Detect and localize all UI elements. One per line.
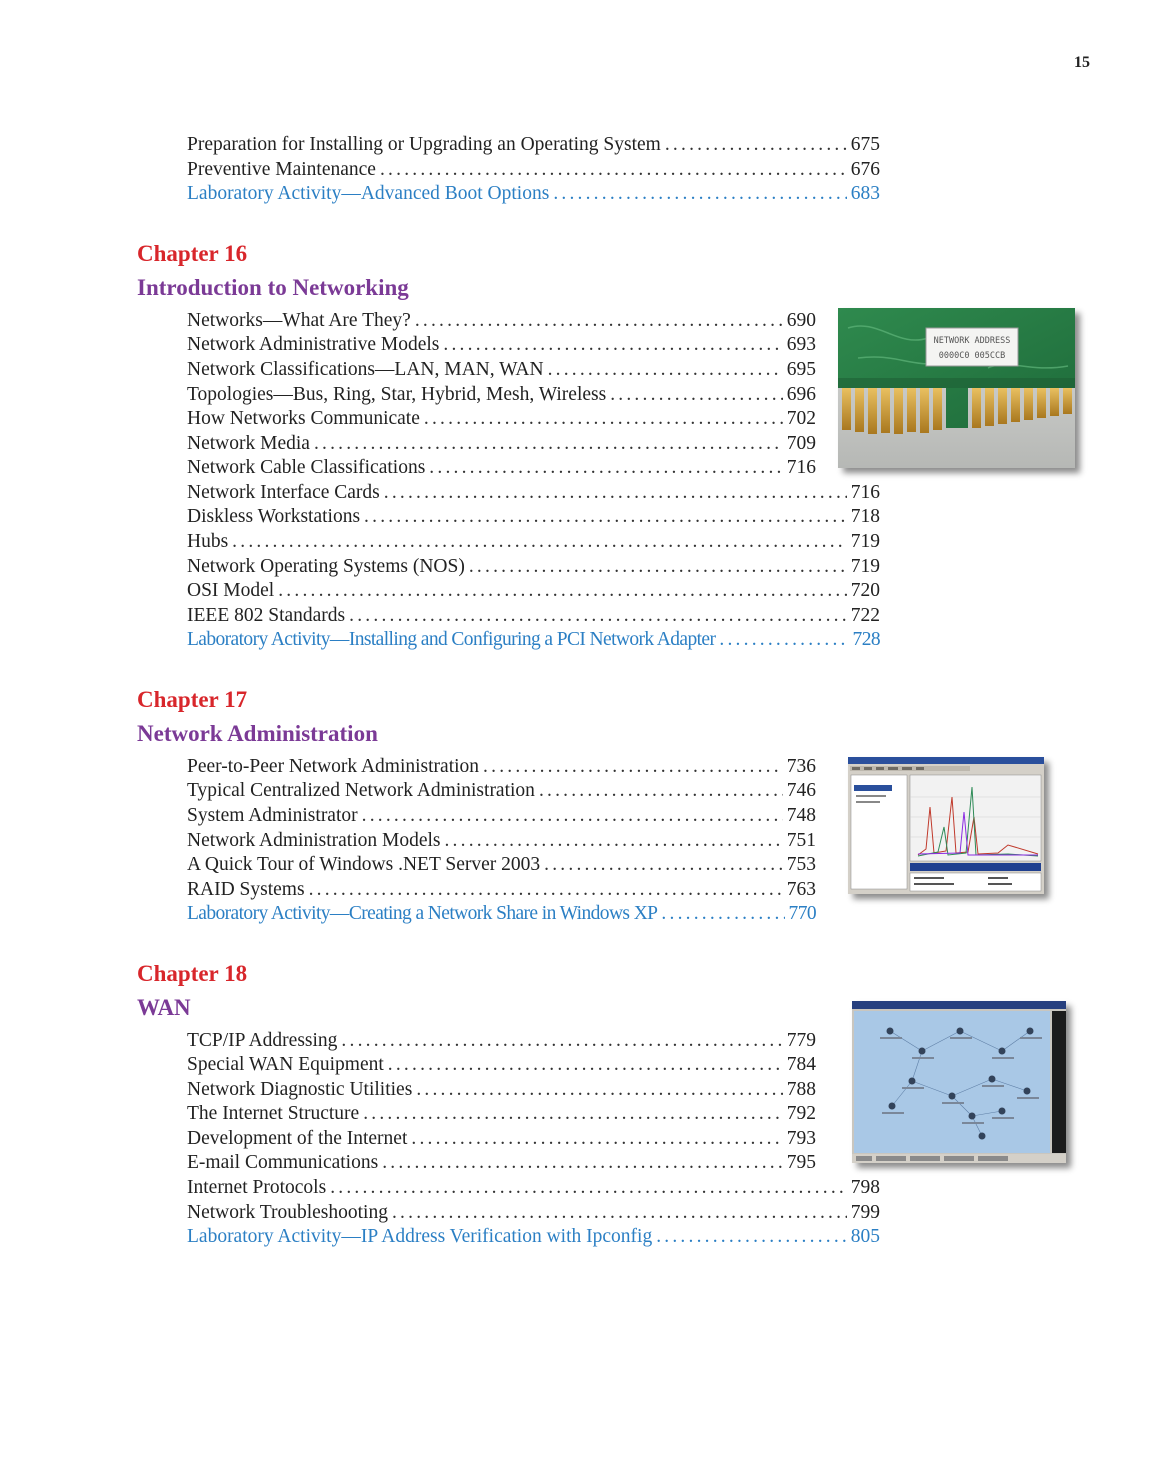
toc-entry-title: Networks—What Are They? [187, 309, 415, 333]
toc-entry-page: 720 [850, 580, 880, 601]
toc-entry-title: Laboratory Activity—Creating a Network Share in Windows XP [187, 902, 661, 926]
toc-entry-page: 702 [786, 408, 816, 429]
toc-entry[interactable] [187, 1151, 816, 1175]
svg-text:0000C0 005CCB: 0000C0 005CCB [938, 351, 1006, 361]
toc-entry-title: Peer-to-Peer Network Administration [187, 755, 483, 779]
toc-entry-title: Hubs [187, 530, 232, 554]
toc-entry[interactable] [187, 1029, 816, 1053]
toc-entry[interactable] [187, 1176, 880, 1200]
leader-dots [364, 505, 847, 529]
toc-entry-title: A Quick Tour of Windows .NET Server 2003 [187, 853, 544, 877]
toc-entry-title: Laboratory Activity—IP Address Verification with Ipconfig [187, 1225, 656, 1249]
leader-dots [416, 1078, 782, 1102]
toc-entry-title: Development of the Internet [187, 1127, 411, 1151]
leader-dots [544, 853, 783, 877]
chapter-number: Chapter 18 [137, 961, 248, 986]
leader-dots [411, 1127, 782, 1151]
toc-entry-title: OSI Model [187, 579, 278, 603]
toc-entry-title: Laboratory Activity—Installing and Configuring a PCI Network Adapter [187, 628, 719, 652]
toc-entry-title: Typical Centralized Network Administration [187, 779, 539, 803]
toc-entry-page: 784 [786, 1054, 816, 1075]
chapter-number: Chapter 16 [137, 241, 248, 266]
toc-entry-page: 693 [786, 334, 816, 355]
toc-entry[interactable] [187, 829, 816, 853]
chapter-number: Chapter 17 [137, 687, 248, 712]
toc-entry[interactable] [187, 407, 816, 431]
toc-entry-title: Network Interface Cards [187, 481, 384, 505]
toc-entry[interactable] [187, 309, 816, 333]
toc-entry-title: The Internet Structure [187, 1102, 363, 1126]
toc-entry-title: Topologies—Bus, Ring, Star, Hybrid, Mesh, Wireless [187, 383, 610, 407]
toc-entry-title: Network Administrative Models [187, 333, 443, 357]
toc-entry[interactable] [187, 1102, 816, 1126]
toc-entry-title: RAID Systems [187, 878, 309, 902]
toc-entry-page: 746 [786, 780, 816, 801]
leader-dots [309, 878, 783, 902]
toc-entry-page: 696 [786, 384, 816, 405]
toc-entry-page: 736 [786, 756, 816, 777]
toc-entry[interactable] [187, 1127, 816, 1151]
leader-dots [380, 158, 847, 182]
toc-entry-page: 728 [852, 629, 880, 650]
toc-entry-page: 690 [786, 310, 816, 331]
toc-entry-title: IEEE 802 Standards [187, 604, 349, 628]
leader-dots [363, 1102, 783, 1126]
leader-dots [424, 407, 783, 431]
leader-dots [341, 1029, 782, 1053]
toc-entry[interactable] [187, 755, 816, 779]
toc-entry[interactable] [187, 1053, 816, 1077]
toc-entry-page: 716 [850, 482, 880, 503]
toc-entry-page: 716 [786, 457, 816, 478]
toc-entry-page: 795 [786, 1152, 816, 1173]
leader-dots [429, 456, 782, 480]
toc-entry-title: Preparation for Installing or Upgrading an Operating System [187, 133, 665, 157]
toc-entry-page: 719 [850, 531, 880, 552]
leader-dots [553, 182, 846, 206]
toc-entry-title: TCP/IP Addressing [187, 1029, 341, 1053]
svg-text:NETWORK ADDRESS: NETWORK ADDRESS [933, 336, 1011, 346]
lab-activity-entry[interactable] [187, 628, 880, 652]
toc-entry[interactable] [187, 456, 816, 480]
leader-dots [382, 1151, 783, 1175]
toc-entry[interactable] [187, 878, 816, 902]
toc-entry-title: Network Cable Classifications [187, 456, 429, 480]
toc-entry[interactable] [187, 530, 880, 554]
leader-dots [349, 604, 847, 628]
toc-entry-page: 683 [850, 183, 880, 204]
toc-entry-page: 788 [786, 1079, 816, 1100]
leader-dots [548, 358, 783, 382]
leader-dots [384, 481, 847, 505]
toc-entry-page: 753 [786, 854, 816, 875]
leader-dots [665, 133, 847, 157]
toc-entry-page: 799 [850, 1202, 880, 1223]
toc-entry-page: 763 [786, 879, 816, 900]
toc-entry[interactable] [187, 853, 816, 877]
page-number: 15 [1074, 54, 1090, 71]
toc-entry-page: 718 [850, 506, 880, 527]
leader-dots [719, 628, 848, 652]
lab-activity-entry[interactable] [187, 902, 816, 926]
toc-entry-page: 770 [788, 903, 816, 924]
toc-entry[interactable] [187, 358, 816, 382]
toc-entry-title: Special WAN Equipment [187, 1053, 388, 1077]
toc-entry-title: How Networks Communicate [187, 407, 424, 431]
leader-dots [330, 1176, 847, 1200]
leader-dots [232, 530, 847, 554]
toc-entry[interactable] [187, 383, 816, 407]
toc-entry[interactable] [187, 133, 880, 157]
toc-entry-title: Network Media [187, 432, 314, 456]
leader-dots [539, 779, 783, 803]
toc-entry-title: E-mail Communications [187, 1151, 382, 1175]
leader-dots [444, 829, 782, 853]
leader-dots [656, 1225, 847, 1249]
toc-entry-title: Network Classifications—LAN, MAN, WAN [187, 358, 548, 382]
wan-topology-screenshot [852, 1001, 1066, 1163]
toc-entry[interactable] [187, 505, 880, 529]
toc-entry-page: 676 [850, 159, 880, 180]
toc-entry-page: 751 [786, 830, 816, 851]
toc-entry-page: 779 [786, 1030, 816, 1051]
leader-dots [392, 1201, 847, 1225]
toc-entry-title: Network Operating Systems (NOS) [187, 555, 469, 579]
leader-dots [469, 555, 847, 579]
leader-dots [483, 755, 783, 779]
toc-entry-page: 719 [850, 556, 880, 577]
leader-dots [610, 383, 783, 407]
toc-entry[interactable] [187, 1201, 880, 1225]
leader-dots [661, 902, 784, 926]
toc-entry-page: 709 [786, 433, 816, 454]
toc-entry-title: Diskless Workstations [187, 505, 364, 529]
toc-entry-title: Network Diagnostic Utilities [187, 1078, 416, 1102]
toc-entry[interactable] [187, 1078, 816, 1102]
lab-activity-entry[interactable] [187, 1225, 880, 1249]
toc-entry-page: 798 [850, 1177, 880, 1198]
chapter-title[interactable]: WAN [137, 995, 191, 1020]
toc-entry[interactable] [187, 158, 880, 182]
toc-entry[interactable] [187, 555, 880, 579]
toc-entry-page: 792 [786, 1103, 816, 1124]
toc-entry-title: Preventive Maintenance [187, 158, 380, 182]
toc-entry-title: Network Administration Models [187, 829, 444, 853]
leader-dots [362, 804, 783, 828]
network-card-photo [838, 308, 1075, 468]
toc-entry-page: 695 [786, 359, 816, 380]
toc-entry[interactable] [187, 432, 816, 456]
toc-entry-page: 675 [850, 134, 880, 155]
toc-entry-title: Internet Protocols [187, 1176, 330, 1200]
toc-entry[interactable] [187, 333, 816, 357]
toc-entry[interactable] [187, 579, 880, 603]
lab-activity-entry[interactable] [187, 182, 880, 206]
toc-entry[interactable] [187, 804, 816, 828]
toc-entry[interactable] [187, 604, 880, 628]
leader-dots [415, 309, 783, 333]
toc-entry-page: 722 [850, 605, 880, 626]
server-console-screenshot [848, 757, 1044, 894]
leader-dots [278, 579, 847, 603]
toc-entry-page: 748 [786, 805, 816, 826]
toc-entry-title: System Administrator [187, 804, 362, 828]
leader-dots [388, 1053, 783, 1077]
chapter-title[interactable]: Network Administration [137, 721, 378, 746]
toc-entry[interactable] [187, 779, 816, 803]
chapter-title[interactable]: Introduction to Networking [137, 275, 409, 300]
toc-entry-page: 805 [850, 1226, 880, 1247]
toc-entry-title: Network Troubleshooting [187, 1201, 392, 1225]
leader-dots [443, 333, 782, 357]
toc-entry-title: Laboratory Activity—Advanced Boot Options [187, 182, 553, 206]
toc-entry-page: 793 [786, 1128, 816, 1149]
leader-dots [314, 432, 783, 456]
toc-entry[interactable] [187, 481, 880, 505]
